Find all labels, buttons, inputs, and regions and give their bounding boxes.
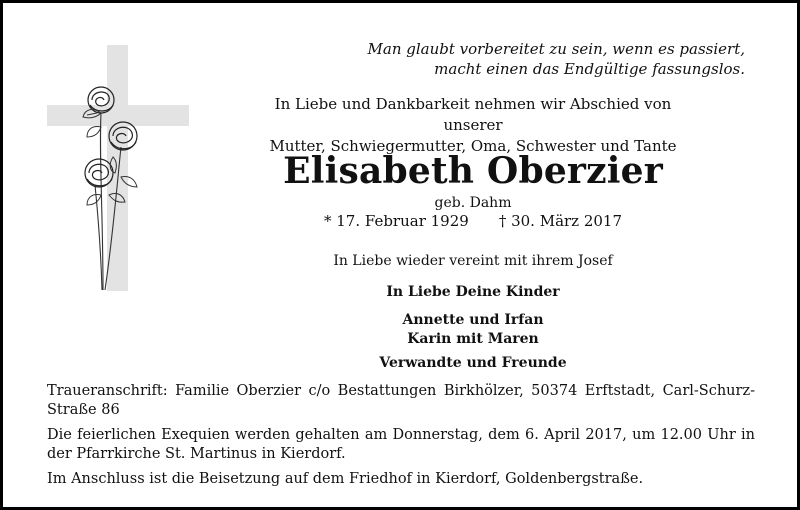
family-line-karin: Karin mit Maren (407, 331, 539, 347)
intro-text (243, 94, 703, 157)
footer-info (47, 382, 755, 495)
reunited-text: In Liebe wieder vereint mit ihrem Josef (333, 253, 613, 269)
birth-name: geb. Dahm (434, 195, 512, 211)
quote-line-1: Man glaubt vorbereitet zu sein, wenn es passiert, (367, 40, 745, 58)
quote (325, 39, 745, 79)
mourning-address: Traueranschrift: Familie Oberzier c/o Bestattungen Birkhölzer, 50374 Erftstadt, Carl-Schurz-Straße 86 (47, 383, 755, 418)
family-signatures (243, 283, 703, 373)
quote-line-2: macht einen das Endgültige fassungslos. (434, 60, 745, 78)
burial-info: Im Anschluss ist die Beisetzung auf dem Friedhof in Kierdorf, Goldenbergstraße. (47, 471, 644, 487)
service-info: Die feierlichen Exequien werden gehalten am Donnerstag, dem 6. April 2017, um 12.00 Uhr in der Pfarrkirche St. Martinus in Kierdorf. (47, 427, 755, 462)
intro-line-1: In Liebe und Dankbarkeit nehmen wir Abschied von unserer (274, 95, 672, 134)
birth-date: * 17. Februar 1929 (323, 212, 469, 230)
death-date: † 30. März 2017 (498, 212, 623, 230)
life-dates (243, 211, 703, 231)
intro-line-2: Mutter, Schwiegermutter, Oma, Schwester und Tante (269, 137, 677, 155)
family-line-annette: Annette und Irfan (402, 312, 544, 328)
family-line-relatives: Verwandte und Freunde (379, 355, 567, 371)
cross-with-roses-icon (47, 45, 197, 295)
family-line-children: In Liebe Deine Kinder (386, 284, 560, 300)
deceased-name: Elisabeth Oberzier (283, 150, 663, 192)
